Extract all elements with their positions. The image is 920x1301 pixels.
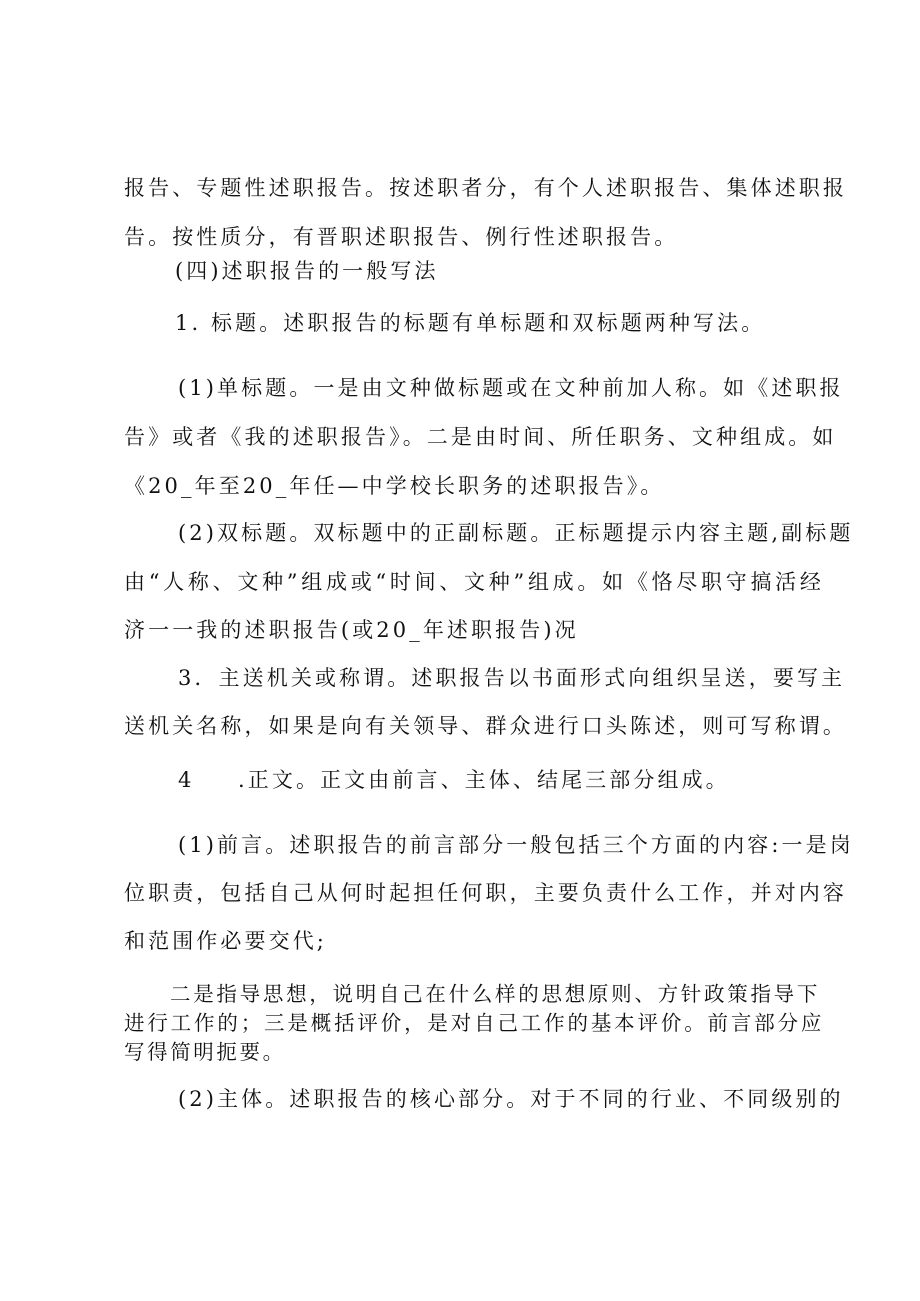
paragraph-line: 进行工作的；三是概括评价，是对自己工作的基本评价。前言部分应 <box>124 1011 824 1035</box>
paragraph-line: (2)双标题。双标题中的正副标题。正标题提示内容主题,副标题 <box>178 521 854 545</box>
paragraph-line: 由“人称、文种”组成或“时间、文种”组成。如《恪尽职守搞活经 <box>124 570 824 594</box>
paragraph-text: .正文。正文由前言、主体、结尾三部分组成。 <box>238 768 730 792</box>
paragraph-line: 送机关名称，如果是向有关领导、群众进行口头陈述，则可写称谓。 <box>124 714 847 738</box>
paragraph-line: 1. 标题。述职报告的标题有单标题和双标题两种写法。 <box>175 311 766 335</box>
paragraph-line: 写得简明扼要。 <box>124 1040 286 1064</box>
paragraph-line: (2)主体。述职报告的核心部分。对于不同的行业、不同级别的 <box>178 1087 844 1111</box>
paragraph-line: (1)前言。述职报告的前言部分一般包括三个方面的内容:一是岗 <box>178 833 854 857</box>
paragraph-line: 济一一我的述职报告(或20_年述职报告)况 <box>124 618 579 642</box>
paragraph-line: 和范围作必要交代; <box>124 929 327 953</box>
paragraph-line: 《20_年至20_年任—中学校长职务的述职报告》。 <box>124 474 665 498</box>
paragraph-line: 报告、专题性述职报告。按述职者分，有个人述职报告、集体述职报 <box>124 176 847 200</box>
paragraph-line: (1)单标题。一是由文种做标题或在文种前加人称。如《述职报 <box>178 376 844 400</box>
paragraph-line: 告》或者《我的述职报告》。二是由时间、所任职务、文种组成。如 <box>124 425 837 449</box>
paragraph-line: 位职责，包括自己从何时起担任何职，主要负责什么工作，并对内容 <box>124 881 847 905</box>
paragraph-line <box>178 767 823 793</box>
list-number: 4 <box>178 768 195 792</box>
paragraph-line: 二是指导思想，说明自己在什么样的思想原则、方针政策指导下 <box>170 982 820 1006</box>
paragraph-line: 告。按性质分，有晋职述职报告、例行性述职报告。 <box>124 225 679 249</box>
paragraph-line: 3．主送机关或称谓。述职报告以书面形式向组织呈送，要写主 <box>178 666 846 690</box>
section-heading: (四)述职报告的一般写法 <box>175 259 439 283</box>
